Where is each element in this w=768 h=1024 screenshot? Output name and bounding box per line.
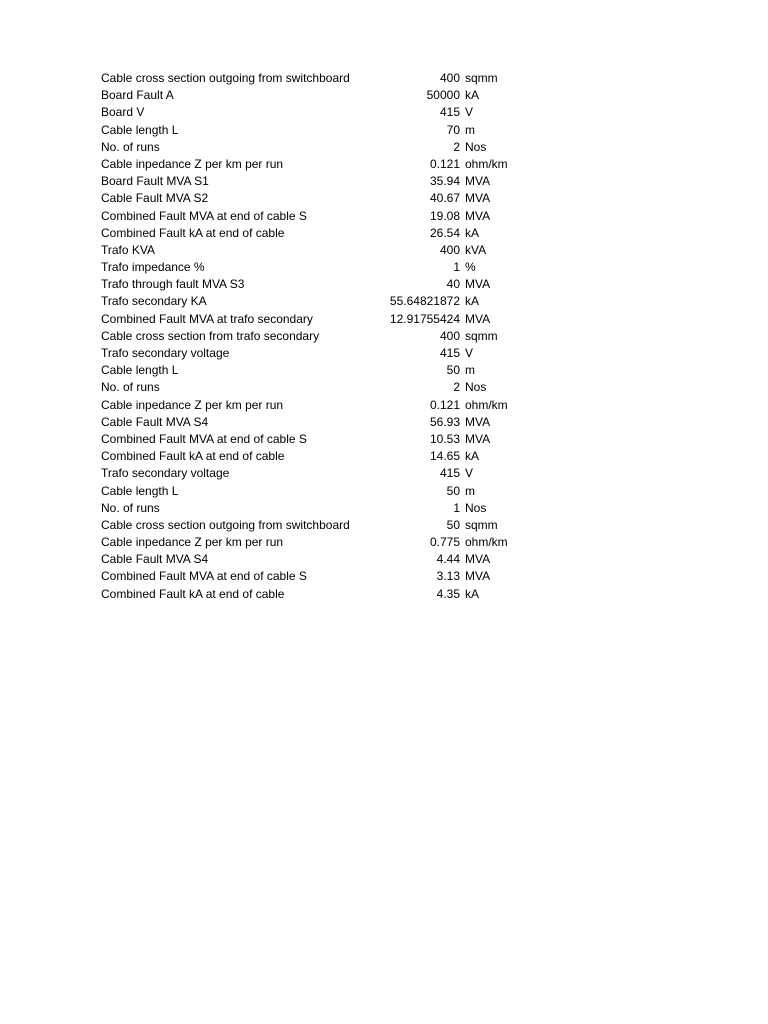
row-value: 12.91755424 [389, 311, 460, 326]
table-row [0, 328, 768, 345]
row-value: 50 [446, 483, 460, 498]
row-value: 55.64821872 [389, 294, 460, 309]
row-label: Cable inpedance Z per km per run [101, 156, 284, 171]
row-unit: V [465, 466, 474, 481]
row-value: 400 [439, 242, 460, 257]
row-unit: V [465, 346, 474, 360]
row-value: 1 [453, 500, 460, 515]
table-row [0, 362, 768, 379]
table-row [0, 259, 768, 276]
row-value: 50 [446, 363, 460, 378]
row-unit: kA [465, 294, 480, 309]
row-value: 2 [453, 139, 460, 154]
row-value: 10.53 [429, 431, 460, 446]
row-label: Cable cross section outgoing from switchboard [101, 517, 350, 532]
table-row [0, 534, 768, 551]
row-value: 4.44 [436, 552, 460, 567]
table-row [0, 379, 768, 396]
row-value: 415 [439, 105, 460, 120]
row-label: Cable cross section from trafo secondary [101, 328, 320, 343]
table-row [0, 173, 768, 190]
table-row [0, 225, 768, 242]
row-unit: kVA [465, 242, 487, 257]
row-label: Cable Fault MVA S4 [101, 552, 209, 567]
table-row [0, 122, 768, 139]
row-label: Cable length L [101, 363, 179, 378]
table-row [0, 465, 768, 482]
row-value: 40 [446, 277, 460, 292]
table-row [0, 517, 768, 534]
row-unit: sqmm [465, 71, 498, 85]
row-label: Board V [101, 105, 145, 120]
row-label: Board Fault MVA S1 [101, 174, 209, 189]
row-unit: ohm/km [465, 535, 508, 550]
row-label: Board Fault A [101, 88, 174, 103]
table-row [0, 414, 768, 431]
table-row [0, 345, 768, 362]
row-value: 26.54 [429, 225, 460, 240]
table-row [0, 500, 768, 517]
row-unit: MVA [465, 191, 491, 206]
table-row [0, 431, 768, 448]
row-unit: kA [465, 449, 480, 464]
row-label: Trafo through fault MVA S3 [101, 277, 245, 292]
row-label: Trafo secondary KA [101, 294, 207, 309]
row-label: Trafo secondary voltage [101, 346, 230, 360]
row-label: No. of runs [101, 380, 160, 395]
row-unit: MVA [465, 431, 491, 446]
row-value: 40.67 [429, 191, 460, 206]
table-row [0, 190, 768, 207]
table-row [0, 293, 768, 310]
table-row [0, 483, 768, 500]
row-label: No. of runs [101, 139, 160, 154]
row-unit: sqmm [465, 517, 498, 532]
table-row [0, 568, 768, 585]
row-label: Combined Fault MVA at end of cable S [101, 431, 307, 446]
row-label: Cable inpedance Z per km per run [101, 535, 284, 550]
row-unit: MVA [465, 174, 491, 189]
row-label: Combined Fault kA at end of cable [101, 225, 285, 240]
row-unit: kA [465, 88, 480, 103]
table-row [0, 448, 768, 465]
row-unit: V [465, 105, 474, 120]
row-value: 50000 [426, 88, 460, 103]
table-row [0, 276, 768, 293]
row-unit: MVA [465, 311, 491, 326]
row-unit: % [465, 260, 476, 275]
table-row [0, 311, 768, 328]
row-value: 0.775 [429, 535, 460, 550]
row-label: Combined Fault kA at end of cable [101, 449, 285, 464]
row-label: Trafo KVA [101, 242, 156, 257]
row-value: 1 [453, 260, 460, 275]
row-unit: MVA [465, 552, 491, 567]
table-row [0, 586, 768, 603]
table-row [0, 397, 768, 414]
row-label: Cable cross section outgoing from switchboard [101, 71, 350, 85]
row-label: Combined Fault MVA at end of cable S [101, 569, 307, 584]
table-row [0, 104, 768, 121]
row-unit: Nos [465, 500, 487, 515]
row-value: 2 [453, 380, 460, 395]
row-value: 3.13 [436, 569, 460, 584]
row-unit: m [465, 122, 475, 137]
row-label: Combined Fault MVA at end of cable S [101, 208, 307, 223]
row-value: 0.121 [429, 156, 460, 171]
table-row [0, 156, 768, 173]
table-row [0, 139, 768, 156]
row-value: 35.94 [429, 174, 460, 189]
row-unit: MVA [465, 569, 491, 584]
row-label: Cable Fault MVA S4 [101, 414, 209, 429]
row-label: Trafo impedance % [101, 260, 205, 275]
row-value: 400 [439, 328, 460, 343]
table-row [0, 551, 768, 568]
row-unit: sqmm [465, 328, 498, 343]
table-row [0, 87, 768, 104]
row-label: Cable length L [101, 483, 179, 498]
row-unit: m [465, 483, 475, 498]
row-unit: m [465, 363, 475, 378]
row-value: 19.08 [429, 208, 460, 223]
row-unit: ohm/km [465, 156, 508, 171]
calculation-sheet [0, 70, 768, 603]
table-row [0, 70, 768, 87]
row-label: Cable Fault MVA S2 [101, 191, 209, 206]
row-unit: kA [465, 586, 480, 601]
row-label: No. of runs [101, 500, 160, 515]
row-label: Cable inpedance Z per km per run [101, 397, 284, 412]
row-value: 400 [439, 71, 460, 85]
row-value: 415 [439, 346, 460, 360]
row-unit: Nos [465, 139, 487, 154]
row-value: 0.121 [429, 397, 460, 412]
row-value: 70 [446, 122, 460, 137]
row-label: Combined Fault MVA at trafo secondary [101, 311, 313, 326]
row-unit: kA [465, 225, 480, 240]
row-value: 56.93 [429, 414, 460, 429]
row-value: 50 [446, 517, 460, 532]
row-label: Combined Fault kA at end of cable [101, 586, 285, 601]
row-label: Trafo secondary voltage [101, 466, 230, 481]
row-unit: Nos [465, 380, 487, 395]
row-value: 14.65 [429, 449, 460, 464]
row-unit: MVA [465, 277, 491, 292]
table-row [0, 208, 768, 225]
row-unit: ohm/km [465, 397, 508, 412]
row-unit: MVA [465, 208, 491, 223]
table-row [0, 242, 768, 259]
row-value: 4.35 [436, 586, 460, 601]
row-label: Cable length L [101, 122, 179, 137]
row-unit: MVA [465, 414, 491, 429]
row-value: 415 [439, 466, 460, 481]
